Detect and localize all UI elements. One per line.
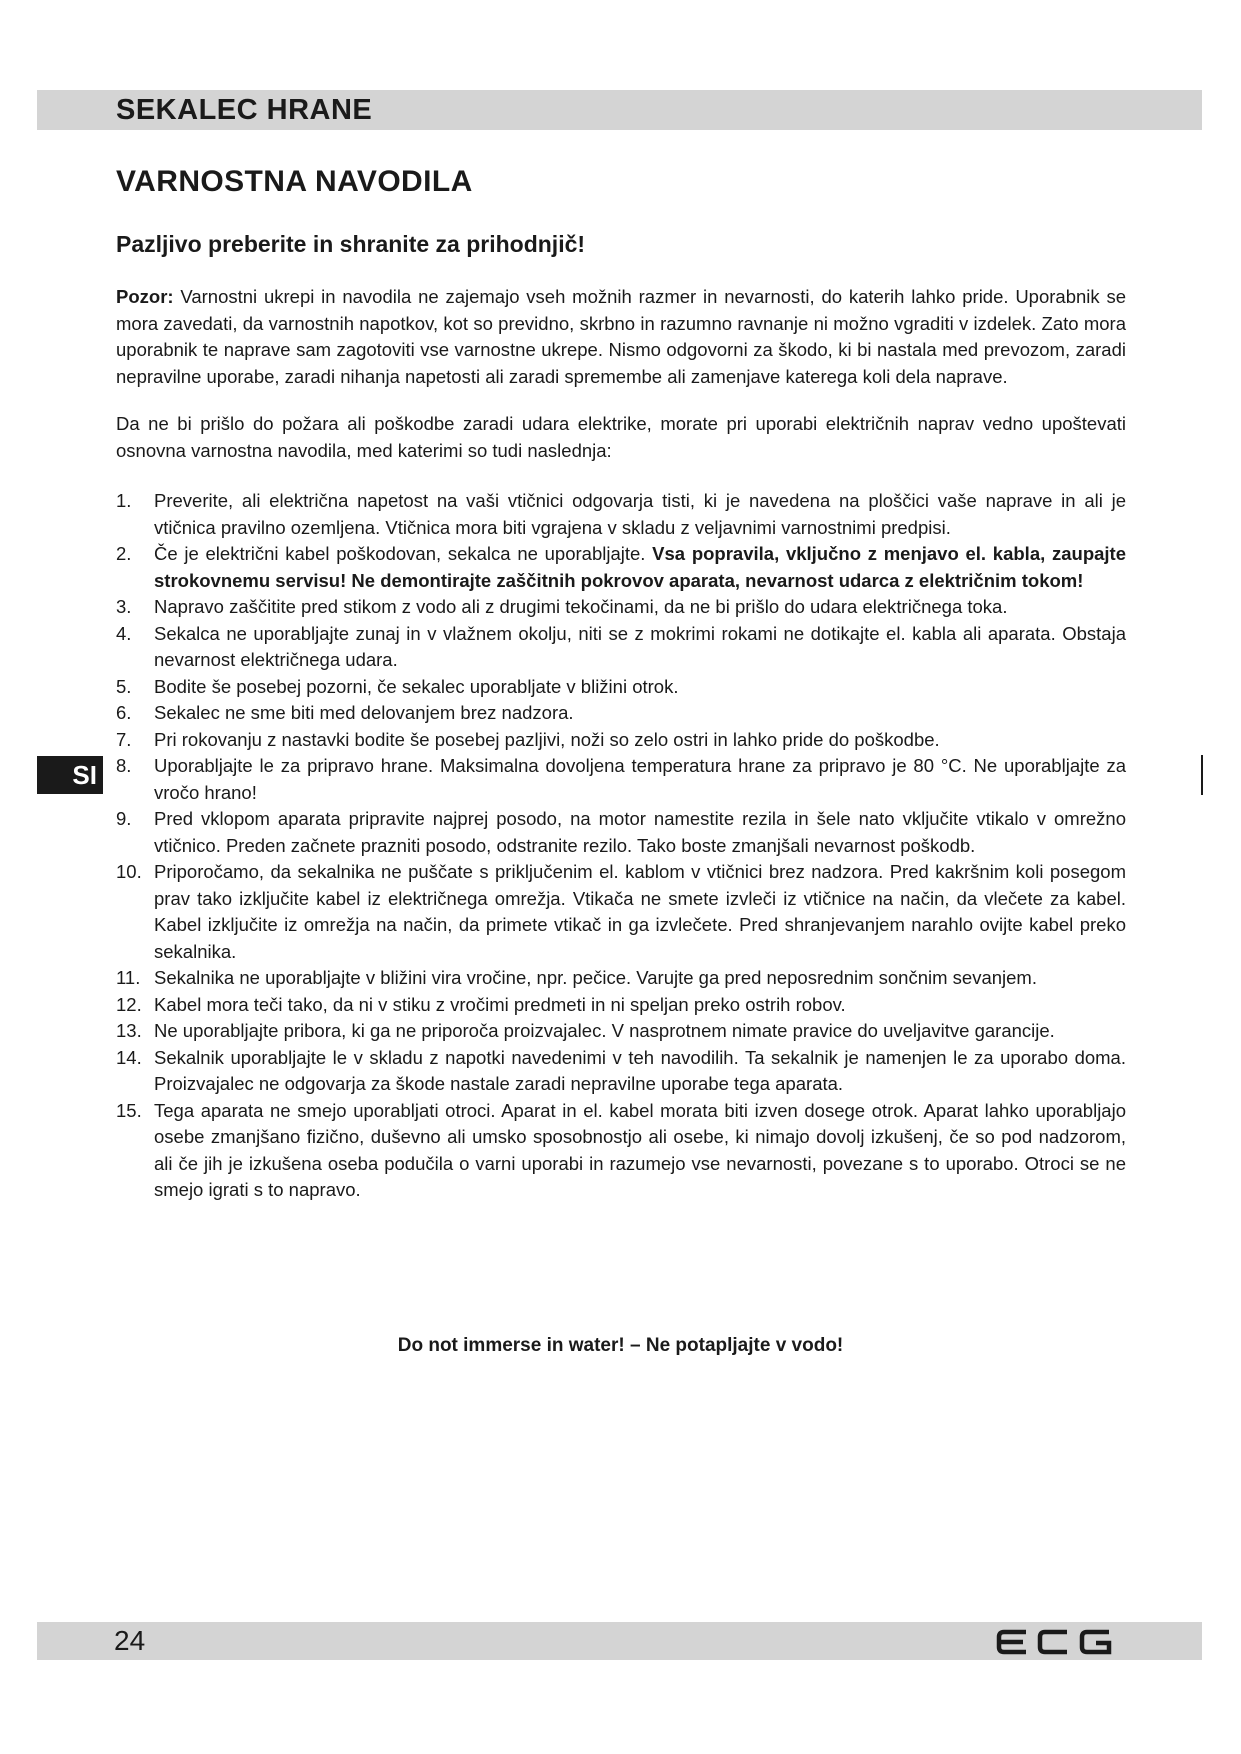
item-text: Kabel mora teči tako, da ni v stiku z vročimi predmeti in ni speljan preko ostrih robov. (154, 993, 846, 1015)
item-number: 10. (116, 861, 142, 882)
item-text: Pri rokovanju z nastavki bodite še posebej pazljivi, noži so zelo ostri in lahko pride do poškodbe. (154, 728, 940, 750)
section-title: VARNOSTNA NAVODILA (116, 165, 473, 198)
list-item (116, 1018, 1126, 1045)
header-title: SEKALEC HRANE (116, 94, 373, 126)
item-number: 5. (116, 675, 132, 697)
item-number: 2. (116, 543, 132, 564)
item-text: Če je električni kabel poškodovan, sekalca ne uporabljajte. (154, 543, 653, 564)
list-item (116, 965, 1126, 992)
language-tab: SI (37, 756, 103, 794)
item-text: Priporočamo, da sekalnika ne puščate s priključenim el. kablom v vtičnici brez nadzora. Pred kakršnim koli posegom prav tako izključite kabel iz električnega omrežja. Vtikača ne smete izvleči iz vtičnice na način, da vlečete za kabel. Kabel izključite iz omrežja na način, da primete vtikač in ga izvlečete. Pred shranjevanjem narahlo ovijte kabel preko sekalnika. (154, 861, 1126, 962)
list-item (116, 541, 1126, 594)
item-text: Bodite še posebej pozorni, če sekalec uporabljate v bližini otrok. (154, 675, 679, 697)
footer-bar (37, 1622, 1202, 1660)
intro-paragraph (116, 284, 1126, 390)
header-bar (37, 90, 1202, 130)
item-number: 1. (116, 490, 132, 511)
item-number: 14. (116, 1046, 142, 1068)
item-text: Sekalnik uporabljajte le v skladu z napotki navedenimi v teh navodilih. Ta sekalnik je namenjen le za uporabo doma. Proizvajalec ne odgovarja za škode nastale zaradi nepravilne uporabe tega aparata. (154, 1046, 1126, 1094)
item-number: 4. (116, 622, 132, 644)
content (116, 284, 1126, 1204)
list-item (116, 806, 1126, 859)
list-item (116, 700, 1126, 727)
item-number: 9. (116, 808, 132, 829)
list-item (116, 727, 1126, 754)
list-item (116, 859, 1126, 965)
closing-warning: Do not immerse in water! – Ne potapljajte v vodo! (397, 1335, 844, 1356)
list-item (116, 674, 1126, 701)
item-number: 15. (116, 1099, 142, 1121)
item-text: Napravo zaščitite pred stikom z vodo ali z drugimi tekočinami, da ne bi prišlo do udara električnega toka. (154, 596, 1008, 617)
item-text: Pred vklopom aparata pripravite najprej posodo, na motor namestite rezila in šele nato vključite vtikalo v omrežno vtičnico. Preden začnete prazniti posodo, odstranite rezilo. Tako boste zmanjšali nevarnost poškodb. (154, 808, 1126, 856)
intro-paragraph-2: Da ne bi prišlo do požara ali poškodbe zaradi udara elektrike, morate pri uporabi električnih naprav vedno upoštevati osnovna varnostna navodila, med katerimi so tudi naslednja: (116, 413, 1126, 461)
item-number: 13. (116, 1020, 142, 1041)
item-text: Uporabljajte le za pripravo hrane. Maksimalna dovoljena temperatura hrane za pripravo je 80 °C. Ne uporabljajte za vročo hrano! (154, 755, 1126, 803)
item-number: 11. (116, 967, 141, 988)
list-item (116, 753, 1126, 806)
list-item (116, 488, 1126, 541)
page-number: 24 (114, 1625, 146, 1656)
list-item (116, 1098, 1126, 1204)
item-text: Preverite, ali električna napetost na vaši vtičnici odgovarja tisti, ki je navedena na ploščici vaše naprave in ali je vtičnica pravilno ozemljena. Vtičnica mora biti vgrajena v skladu z veljavnimi varnostnimi predpisi. (154, 490, 1126, 538)
list-item (116, 992, 1126, 1019)
intro-text: Varnostni ukrepi in navodila ne zajemajo vseh možnih razmer in nevarnosti, do katerih lahko pride. Uporabnik se mora zavedati, da varnostnih napotkov, kot so previdno, skrbno in razumno ravnanje ni možno vgraditi v izdelek. Zato mora uporabnik te naprave sam zagotoviti vse varnostne ukrepe. Nismo odgovorni za škodo, ki bi nastala med prevozom, zaradi nepravilne uporabe, zaradi nihanja napetosti ali zaradi spremembe ali zamenjave katerega koli dela naprave. (116, 286, 1126, 387)
safety-list (116, 488, 1126, 1204)
item-number: 7. (116, 728, 132, 750)
item-bold-text: Vsa popravila, vključno z menjavo el. kabla, zaupajte strokovnemu servisu! Ne demontirajte zaščitnih pokrovov aparata, nevarnost udarca z električnim tokom! (154, 543, 1127, 591)
item-text: Tega aparata ne smejo uporabljati otroci. Aparat in el. kabel morata biti izven dosege otrok. Aparat lahko uporabljajo osebe zmanjšano fizično, duševno ali umsko sposobnostjo ali osebe, ki nimajo dovolj izkušenj, če so pod nadzorom, ali če jih je izkušena oseba podučila o varni uporabi in razumejo vse nevarnosti, povezane s to uporabo. Otroci se ne smejo igrati s to napravo. (154, 1099, 1126, 1200)
ecg-logo (996, 1629, 1114, 1655)
list-item (116, 621, 1126, 674)
item-number: 8. (116, 755, 132, 776)
list-item (116, 1045, 1126, 1098)
intro-label: Pozor: (116, 286, 174, 307)
item-number: 3. (116, 596, 132, 617)
item-text: Sekalnika ne uporabljajte v bližini vira vročine, npr. pečice. Varujte ga pred neposrednim sončnim sevanjem. (154, 967, 1037, 988)
item-text: Sekalca ne uporabljajte zunaj in v vlažnem okolju, niti se z mokrimi rokami ne dotikajte el. kabla ali aparata. Obstaja nevarnost električnega udara. (154, 622, 1126, 670)
subtitle: Pazljivo preberite in shranite za prihodnjič! (116, 231, 586, 257)
item-text: Sekalec ne sme biti med delovanjem brez nadzora. (154, 702, 574, 723)
margin-mark (1201, 755, 1203, 795)
list-item (116, 594, 1126, 621)
item-number: 12. (116, 993, 142, 1015)
item-number: 6. (116, 702, 132, 723)
item-text: Ne uporabljajte pribora, ki ga ne priporoča proizvajalec. V nasprotnem nimate pravice do uveljavitve garancije. (154, 1020, 1055, 1041)
